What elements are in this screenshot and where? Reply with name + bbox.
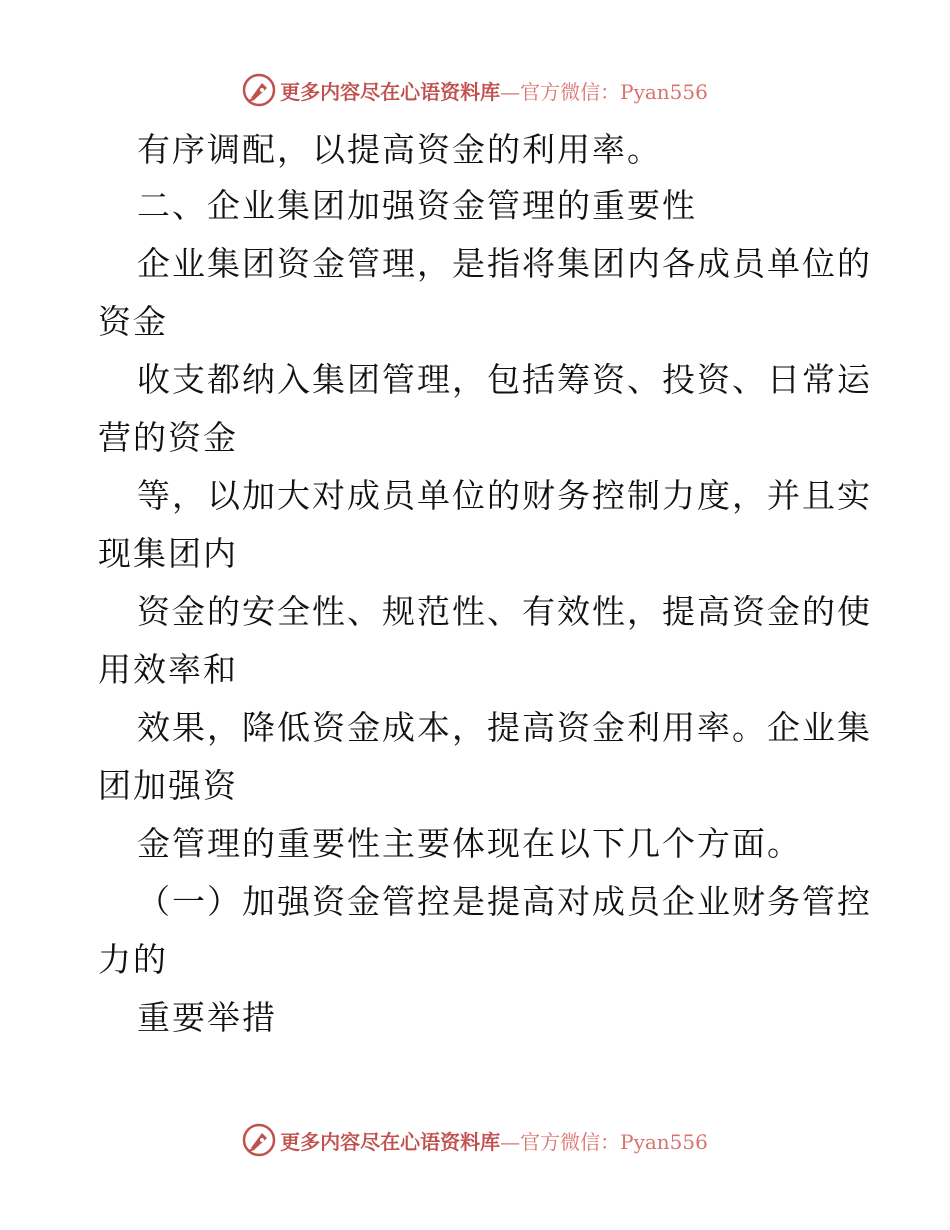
watermark-sub-text: —官方微信：Pyan556 — [500, 79, 708, 104]
body-line: 重要举措 — [137, 998, 277, 1037]
subsection-heading: （一）加强资金管控是提高对成员企业财务管控 — [137, 882, 872, 921]
body-line: 企业集团资金管理，是指将集团内各成员单位的 — [137, 244, 872, 283]
pen-nib-icon — [242, 73, 276, 107]
body-line: 资金的安全性、规范性、有效性，提高资金的使 — [137, 592, 872, 631]
watermark-main-text: 更多内容尽在心语资料库 — [280, 79, 501, 104]
body-line: 效果，降低资金成本，提高资金利用率。企业集 — [137, 708, 872, 747]
body-line: 营的资金 — [98, 418, 238, 457]
body-line: 现集团内 — [98, 534, 238, 573]
pen-nib-icon — [242, 1123, 276, 1157]
body-line: 收支都纳入集团管理，包括筹资、投资、日常运 — [137, 360, 872, 399]
body-line: 用效率和 — [98, 650, 238, 689]
watermark-sub-text: —官方微信：Pyan556 — [500, 1129, 708, 1154]
watermark-main-text: 更多内容尽在心语资料库 — [280, 1129, 501, 1154]
body-line: 力的 — [98, 940, 168, 979]
body-line: 等，以加大对成员单位的财务控制力度，并且实 — [137, 476, 872, 515]
body-line: 有序调配，以提高资金的利用率。 — [137, 130, 662, 169]
section-heading: 二、企业集团加强资金管理的重要性 — [137, 186, 697, 225]
body-line: 资金 — [98, 302, 168, 341]
footer-watermark — [0, 1120, 950, 1160]
body-line: 团加强资 — [98, 766, 238, 805]
body-line: 金管理的重要性主要体现在以下几个方面。 — [137, 824, 802, 863]
header-watermark — [0, 70, 950, 110]
